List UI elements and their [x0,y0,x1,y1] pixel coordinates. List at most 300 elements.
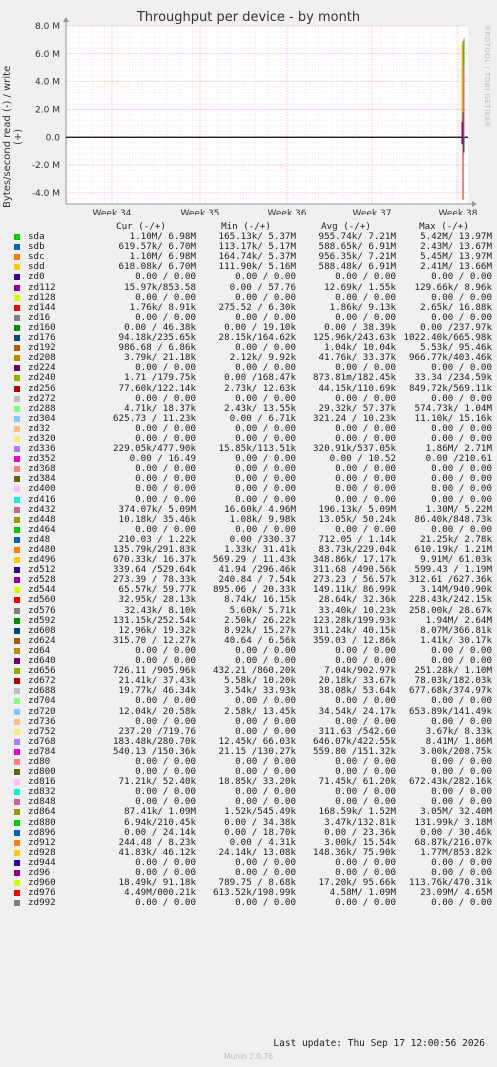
legend-series-name: zd432 [28,504,56,515]
legend-series-name: zd736 [28,716,56,727]
legend-max: 11.10k/ 15.16k [414,413,492,424]
legend-series-name: zd800 [28,767,56,778]
legend-swatch [14,325,20,331]
legend-row [10,666,490,676]
legend-series-name: zd688 [28,686,56,697]
legend-swatch [14,375,20,381]
legend-row [10,797,490,807]
legend-series-name: zd624 [28,635,56,646]
legend-avg: 1.04k/ 10.04k [324,343,396,354]
legend-cur: 32.43k/ 8.10k [124,605,196,616]
legend-row [10,828,490,838]
legend-max: 2.41M/ 13.66M [420,262,492,273]
legend-avg: 0.00 / 38.39k [324,322,396,333]
legend-series-name: zd256 [28,383,56,394]
legend-avg: 0.00 / 0.00 [335,645,396,656]
legend-min: 111.90k/ 5.16M [218,262,296,273]
legend-min: 1.52k/545.49k [224,807,296,818]
legend-swatch [14,537,20,543]
legend-avg: 149.11k/ 86.99k [313,585,396,596]
legend-row [10,333,490,343]
legend-cur: 4.49M/000.21k [124,888,196,899]
legend-max: 228.43k/242.15k [409,595,492,606]
legend-max: 3.00k/208.75k [420,746,492,757]
legend-row [10,454,490,464]
legend-series-name: zd592 [28,615,56,626]
legend-swatch [14,779,20,785]
legend-min: 3.54k/ 33.93k [224,686,296,697]
legend-avg: 28.64k/ 32.36k [318,595,396,606]
legend-min: 2.50k/ 26.22k [224,615,296,626]
legend-swatch [14,335,20,341]
legend-avg: 0.00 / 0.00 [335,716,396,727]
legend-max: 849.72k/569.11k [409,383,492,394]
legend-swatch [14,830,20,836]
legend-series-name: zd608 [28,625,56,636]
legend-max: 0.00 / 0.00 [431,524,492,535]
legend-avg: 0.00 / 0.00 [335,696,396,707]
legend-series-name: zd336 [28,444,56,455]
legend-series-name: zd128 [28,292,56,303]
legend-swatch [14,900,20,906]
legend-series-name: zd384 [28,474,56,485]
legend-series-name: zd112 [28,282,56,293]
legend-row [10,484,490,494]
legend-avg: 0.00 / 0.00 [335,292,396,303]
legend-cur: 237.20 /719.76 [118,726,196,737]
legend-row [10,757,490,767]
legend-min: 275.52 / 6.30k [218,302,296,313]
legend-swatch [14,759,20,765]
legend-avg: 71.45k/ 61.20k [318,777,396,788]
legend-series-name: zd720 [28,706,56,717]
legend-row [10,777,490,787]
legend-row [10,747,490,757]
legend-swatch [14,577,20,583]
legend-swatch [14,658,20,664]
legend-max: 677.68k/374.97k [409,686,492,697]
legend-swatch [14,749,20,755]
y-tick-label: 8.0 M [35,22,60,32]
legend-cur: 0.00 / 46.38k [124,322,196,333]
legend-avg: 588.65k/ 6.91M [318,242,396,253]
y-axis-label: Bytes/second read (-) / write (+) [2,65,24,209]
legend-avg: 0.00 / 0.00 [335,797,396,808]
legend-row [10,636,490,646]
legend-series-name: zd464 [28,524,56,535]
legend-row [10,464,490,474]
legend-max: 0.00 /237.97k [420,322,492,333]
legend-max: 0.00 / 0.00 [431,464,492,475]
legend-series-name: zd992 [28,898,56,909]
legend-series-name: zd960 [28,878,56,889]
legend-min: 0.00 / 0.00 [235,433,296,444]
legend-row [10,303,490,313]
legend-row [10,707,490,717]
legend-swatch [14,789,20,795]
legend-cur: 0.00 / 0.00 [135,696,196,707]
legend-min: 12.45k/ 66.03k [218,736,296,747]
legend-cur: 0.00 / 0.00 [135,474,196,485]
legend-max: 86.40k/848.73k [414,514,492,525]
legend-series-name: sdb [28,242,45,253]
y-tick-label: -4.0 M [31,188,60,199]
legend-min: 0.00 / 0.00 [235,474,296,485]
x-tick-label: Week 38 [438,209,478,215]
legend-min: 2.12k/ 9.92k [229,353,296,364]
legend-min: 1.33k/ 31.41k [224,545,296,555]
legend-max: 258.00k/ 28.67k [409,605,492,616]
legend-cur: 986.68 / 6.86k [118,343,196,354]
legend-max: 966.77k/403.46k [409,353,492,364]
legend-avg: 0.00 / 0.00 [335,898,396,909]
legend-avg: 311.63 /542.60 [318,726,396,737]
legend-series-name: zd864 [28,807,56,818]
legend-swatch [14,436,20,442]
legend-cur: 0.00 / 0.00 [135,393,196,404]
legend-row [10,676,490,686]
legend-swatch [14,628,20,634]
legend-max: 68.87k/216.07k [414,837,492,848]
legend-cur: 0.00 / 0.00 [135,433,196,444]
legend-max: 653.89k/141.49k [409,706,492,717]
legend-row [10,323,490,333]
legend-min: 0.00 /168.47k [224,373,296,384]
legend-series-name: zd96 [28,868,51,878]
legend-series-name: zd16 [28,312,51,323]
legend-swatch [14,739,20,745]
legend-cur: 41.83k/ 46.12k [118,847,196,858]
legend-swatch [14,517,20,523]
legend-series-name: zd752 [28,726,56,737]
legend-min: 8.92k/ 15.27k [224,625,296,636]
legend-min: 15.85k/113.51k [218,444,296,455]
legend-cur: 131.15k/252.54k [113,615,196,626]
legend-avg: 873.81m/182.45k [313,373,396,384]
legend-avg: 0.00 / 0.00 [335,857,396,868]
legend-series-name: zd304 [28,413,56,424]
x-axis-arrow [472,201,477,207]
legend-min: 0.00 / 0.00 [235,423,296,434]
legend-row [10,616,490,626]
legend-avg: 41.76k/ 33.37k [318,353,396,364]
legend-avg: 0.00 / 0.00 [335,474,396,485]
legend-row [10,696,490,706]
legend-series-name: zd848 [28,797,56,808]
legend-row [10,555,490,565]
legend-swatch [14,860,20,866]
legend-swatch [14,345,20,351]
legend-avg: 311.24k/ 40.15k [313,625,396,636]
legend-cur: 4.71k/ 18.37k [124,403,196,414]
legend-max: 5.45M/ 13.97M [420,252,492,263]
legend-series-name: zd48 [28,534,51,545]
legend-avg: 320.91k/537.05k [313,444,396,455]
legend-cur: 0.00 / 0.00 [135,524,196,535]
legend-max: 0.00 / 0.00 [431,797,492,808]
legend-row [10,575,490,585]
legend-row [10,838,490,848]
legend-cur: 19.77k/ 46.34k [118,686,196,697]
legend-series-name: zd272 [28,393,56,404]
legend-min: 895.06 / 20.33k [213,585,296,596]
legend-max: 0.00 / 0.00 [431,656,492,667]
legend-row [10,545,490,555]
legend-cur: 540.13 /150.36k [113,746,196,757]
x-tick-label: Week 37 [352,209,392,215]
legend-cur: 0.00 / 0.00 [135,756,196,767]
legend-row [10,606,490,616]
legend-avg: 29.32k/ 57.37k [318,403,396,414]
legend-min: 0.00 / 0.00 [235,272,296,283]
legend-cur: 1.10M/ 6.98M [129,232,196,243]
legend-cur: 183.48k/280.70k [113,736,196,747]
legend-max: 672.43k/282.16k [409,777,492,788]
legend-avg: 12.69k/ 1.55k [324,282,396,293]
legend-swatch [14,456,20,462]
legend-row [10,313,490,323]
legend-min: 0.00 / 0.00 [235,787,296,798]
legend-series-name: zd816 [28,777,56,788]
legend-min: 24.14k/ 13.08k [218,847,296,858]
legend-header [10,222,490,232]
legend-avg: 0.00 / 23.36k [324,827,396,838]
legend-series-name: sdd [28,262,45,273]
legend-cur: 625.73 / 11.23k [113,413,196,424]
legend-series-name: zd576 [28,605,56,616]
legend-max: 1022.40k/665.98k [403,333,492,344]
legend-cur: 210.03 / 1.22k [118,534,196,545]
legend-max: 1.86M/ 2.71M [425,444,492,455]
legend-row [10,262,490,272]
legend-avg: 148.36k/ 75.90k [313,847,396,858]
legend-cur: 229.05k/477.90k [113,444,196,455]
legend-avg: 0.00 / 0.00 [335,464,396,475]
legend-cur: 726.11 /905.96k [113,666,196,677]
legend-row [10,404,490,414]
legend-cur: 0.00 / 0.00 [135,484,196,495]
legend-avg: 0.00 / 0.00 [335,433,396,444]
legend-swatch [14,870,20,876]
legend-min: 613.52k/198.99k [213,888,296,899]
legend-avg: 168.59k/ 1.52M [318,807,396,818]
legend-max: 0.00 / 0.00 [431,393,492,404]
legend-min: 41.94 /296.46k [218,565,296,576]
legend-row [10,242,490,252]
legend-cur: 619.57k/ 6.70M [118,242,196,253]
legend-swatch [14,426,20,432]
legend-cur: 18.49k/ 91.18k [118,878,196,889]
legend-avg: 33.40k/ 10.23k [318,605,396,616]
legend-min: 0.00 / 0.00 [235,756,296,767]
legend-min: 0.00 / 0.00 [235,797,296,808]
legend-avg: 3.47k/132.81k [324,817,396,828]
legend-series-name: zd416 [28,494,56,505]
legend-row [10,787,490,797]
legend-row [10,848,490,858]
legend-max: 0.00 / 0.00 [431,868,492,878]
legend-series-name: zd944 [28,857,56,868]
legend-swatch [14,719,20,725]
legend-row [10,424,490,434]
legend-max: 0.00 / 0.00 [431,474,492,485]
legend-cur: 0.00 / 0.00 [135,645,196,656]
legend-cur: 21.41k/ 37.43k [118,676,196,687]
legend-row [10,868,490,878]
legend-min: 165.13k/ 5.37M [218,232,296,243]
legend-series-name: zd912 [28,837,56,848]
legend-min: 5.60k/ 5.71k [229,605,296,616]
legend-row [10,363,490,373]
legend-swatch [14,476,20,482]
legend-avg: 0.00 / 0.00 [335,494,396,505]
legend-series-name: zd480 [28,545,56,555]
legend-min: 0.00 / 0.00 [235,464,296,475]
legend-row [10,878,490,888]
legend-max: 0.00 / 0.00 [431,857,492,868]
legend-swatch [14,698,20,704]
legend-max: 3.67k/ 8.33k [425,726,492,737]
legend-max: 574.73k/ 1.04M [414,403,492,414]
legend-cur: 0.00 / 0.00 [135,312,196,323]
legend-max: 23.09M/ 4.65M [420,888,492,899]
legend-max: 599.43 / 1.19M [414,565,492,576]
legend-min: 240.84 / 7.54k [218,575,296,586]
legend-avg: 0.00 / 10.52 [329,454,396,465]
legend-swatch [14,285,20,291]
legend-avg: 196.13k/ 5.09M [318,504,396,515]
legend-series-name: zd368 [28,464,56,475]
legend-header-cur: Cur (-/+) [116,222,166,232]
legend-row [10,646,490,656]
legend-avg: 0.00 / 0.00 [335,524,396,535]
legend-swatch [14,234,20,240]
legend-row [10,807,490,817]
legend-cur: 0.00 / 0.00 [135,767,196,778]
legend-max: 1.77M/853.82k [420,847,492,858]
legend-cur: 87.41k/ 1.09M [124,807,196,818]
legend-avg: 7.04k/902.97k [324,666,396,677]
legend-cur: 0.00 / 0.00 [135,464,196,475]
legend-min: 432.21 /860.20k [213,666,296,677]
legend-swatch [14,386,20,392]
legend-max: 3.05M/ 32.40M [420,807,492,818]
legend-max: 0.00 / 0.00 [431,767,492,778]
legend-cur: 12.04k/ 20.58k [118,706,196,717]
legend-max: 5.53k/ 95.46k [420,343,492,354]
legend-avg: 359.03 / 12.86k [313,635,396,646]
legend-min: 21.15 /130.27k [218,746,296,757]
legend-avg: 0.00 / 0.00 [335,868,396,878]
y-tick-label: -2.0 M [31,161,60,172]
legend-cur: 315.70 / 12.27k [113,635,196,646]
legend-cur: 32.95k/ 28.13k [118,595,196,606]
legend-header-min: Min (-/+) [221,222,271,232]
legend-min: 0.00 / 0.00 [235,898,296,909]
legend-min: 2.73k/ 12.63k [224,383,296,394]
legend-cur: 618.08k/ 6.70M [118,262,196,273]
legend-row [10,495,490,505]
legend-cur: 0.00 / 0.00 [135,797,196,808]
legend-max: 2.43M/ 13.67M [420,242,492,253]
legend-max: 0.00 / 0.00 [431,423,492,434]
legend-max: 0.00 / 0.00 [431,898,492,909]
legend-cur: 244.48 / 8.23k [118,837,196,848]
legend-swatch [14,406,20,412]
legend-cur: 10.18k/ 35.46k [118,514,196,525]
legend-row [10,767,490,777]
legend-series-name: zd224 [28,363,56,374]
legend-min: 40.64 / 6.56k [224,635,296,646]
legend-swatch [14,557,20,563]
legend-series-name: zd832 [28,787,56,798]
legend-series-name: zd880 [28,817,56,828]
legend-avg: 0.00 / 0.00 [335,312,396,323]
legend-avg: 83.73k/229.04k [318,545,396,555]
legend-series-name: zd528 [28,575,56,586]
legend-max: 0.00 / 0.00 [431,696,492,707]
legend-avg: 0.00 / 0.00 [335,656,396,667]
legend-row [10,343,490,353]
legend-swatch [14,769,20,775]
legend-series-name: zd656 [28,666,56,677]
legend-swatch [14,264,20,270]
legend-avg: 4.58M/ 1.09M [329,888,396,899]
legend-row [10,595,490,605]
legend-series-name: zd320 [28,433,56,444]
legend-avg: 38.08k/ 53.64k [318,686,396,697]
legend-series-name: zd672 [28,676,56,687]
legend-min: 0.00 / 0.00 [235,696,296,707]
legend-row [10,252,490,262]
legend-max: 0.00 / 0.00 [431,645,492,656]
legend-row [10,565,490,575]
legend-swatch [14,880,20,886]
legend-avg: 588.48k/ 6.91M [318,262,396,273]
y-tick-label: 0.0 [45,133,60,144]
legend-swatch [14,244,20,250]
legend-cur: 0.00 / 0.00 [135,716,196,727]
legend-max: 3.14M/940.90k [420,585,492,596]
legend-min: 0.00 / 0.00 [235,393,296,404]
y-tick-label: 2.0 M [35,105,60,116]
legend-row [10,818,490,828]
legend-swatch [14,466,20,472]
legend-series-name: zd496 [28,555,56,566]
legend-series-name: zd400 [28,484,56,495]
legend-row [10,515,490,525]
legend-row [10,717,490,727]
legend-series-name: zd0 [28,272,45,283]
legend-min: 18.85k/ 33.20k [218,777,296,788]
legend-min: 28.15k/164.62k [218,333,296,344]
legend-cur: 77.60k/122.14k [118,383,196,394]
legend-min: 0.00 / 19.10k [224,322,296,333]
legend-row [10,727,490,737]
legend-cur: 3.79k/ 21.18k [124,353,196,364]
legend-min: 0.00 / 0.00 [235,656,296,667]
legend-swatch [14,850,20,856]
legend-series-name: zd976 [28,888,56,899]
legend-swatch [14,809,20,815]
legend-min: 0.00 / 0.00 [235,363,296,374]
legend-max: 0.00 / 0.00 [431,756,492,767]
legend-cur: 94.18k/235.65k [118,333,196,344]
legend-max: 0.00 / 0.00 [431,312,492,323]
legend-series-name: zd560 [28,595,56,606]
legend-max: 1.41k/ 30.17k [420,635,492,646]
legend-row [10,686,490,696]
